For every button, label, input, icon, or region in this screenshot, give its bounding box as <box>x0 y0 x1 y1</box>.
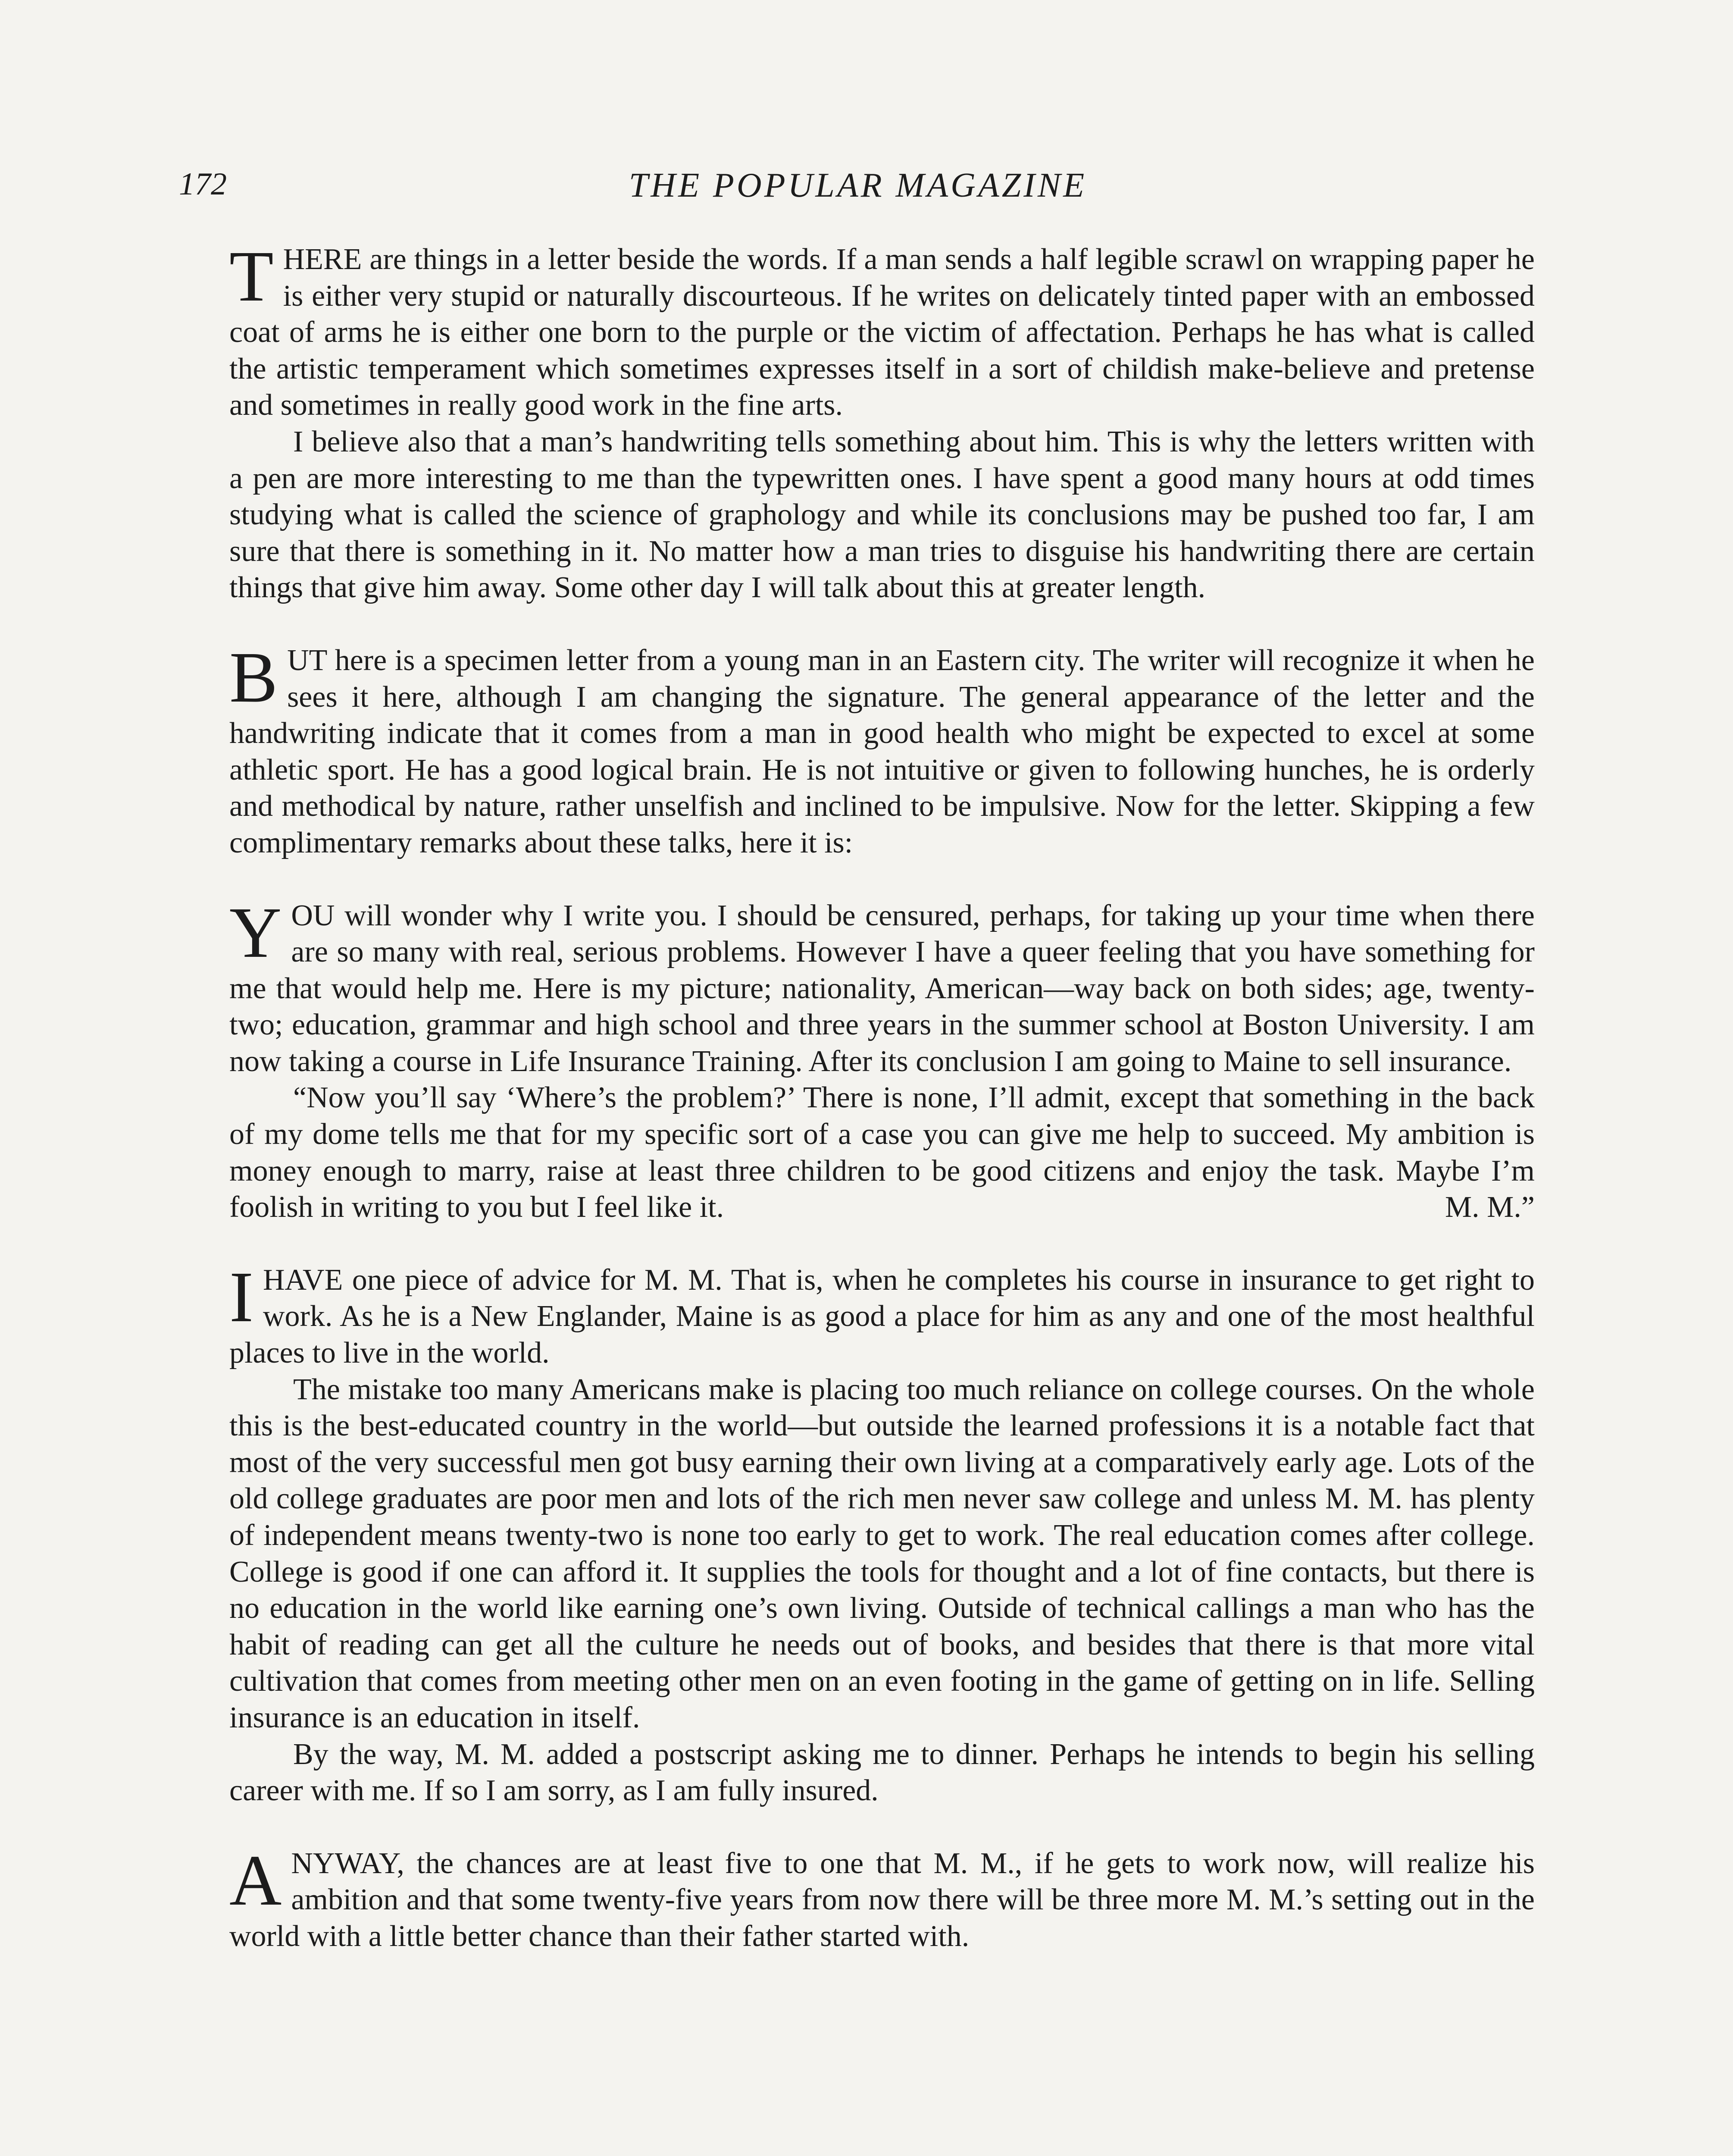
page-header <box>179 166 1537 218</box>
drop-cap: T <box>229 236 274 317</box>
article-body <box>229 236 1535 1991</box>
paragraph: IHAVE one piece of advice for M. M. That is, when he completes his course in insurance to get right to work. As he is a New Englander, Maine is as good a place for him as any and one of the most healthful places to live in the world. <box>229 1257 1535 1370</box>
section-letters <box>229 236 1535 606</box>
drop-cap: I <box>229 1257 253 1337</box>
paragraph: “Now you’ll say ‘Where’s the problem?’ There is none, I’ll admit, except that something in the back of my dome tells me that for my specific sort of a case you can give me help to succeed. My ambition is money enough to marry, raise at least three children to be good citizens and enjoy the task. Maybe I’m foolish in writing to you but I feel like it. M. M.” <box>229 1080 1535 1225</box>
paragraph: YOU will wonder why I write you. I should be censured, perhaps, for taking up your time when there are so many with real, serious problems. However I have a queer feeling that you have something for me that would help me. Here is my picture; nationality, American—way back on both sides; age, twenty-two; education, grammar and high school and three years in the summer school at Boston University. I am now taking a course in Life Insurance Training. After its conclusion I am going to Maine to sell insurance. <box>229 892 1535 1078</box>
running-title: THE POPULAR MAGAZINE <box>629 166 1087 204</box>
paragraph: THERE are things in a letter beside the words. If a man sends a half legible scrawl on wrapping paper he is either very stupid or naturally discourteous. If he writes on delicately tinted paper with an embossed coat of arms he is either one born to the purple or the victim of affectation. Perhaps he has what is called the artistic temperament which sometimes expresses itself in a sort of childish make-believe and pretense and sometimes in really good work in the fine arts. <box>229 236 1535 422</box>
section-quoted-letter <box>229 892 1535 1226</box>
section-advice <box>229 1257 1535 1809</box>
letter-signature: M. M.” <box>1445 1191 1535 1224</box>
page-number: 172 <box>179 166 227 202</box>
section-conclusion <box>229 1840 1535 1955</box>
section-specimen <box>229 637 1535 862</box>
paragraph: I believe also that a man’s handwriting tells something about him. This is why the letters written with a pen are more interesting to me than the typewritten ones. I have spent a good many hours at odd times studying what is called the science of graphology and while its conclusions may be pushed too far, I am sure that there is something in it. No matter how a man tries to disguise his handwriting there are certain things that give him away. Some other day I will talk about this at greater length. <box>229 425 1535 605</box>
paragraph: By the way, M. M. added a postscript asking me to dinner. Perhaps he intends to begin his selling career with me. If so I am sorry, as I am fully insured. <box>229 1737 1535 1808</box>
drop-cap: B <box>229 637 278 718</box>
drop-cap: A <box>229 1840 282 1921</box>
paragraph: ANYWAY, the chances are at least five to one that M. M., if he gets to work now, will realize his ambition and that some twenty-five years from now there will be three more M. M.’s setting out in the world with a little better chance than their father started with. <box>229 1840 1535 1953</box>
drop-cap: Y <box>229 892 282 973</box>
paragraph: BUT here is a specimen letter from a young man in an Eastern city. The writer will recognize it when he sees it here, although I am changing the signature. The general appearance of the letter and the handwriting indicate that it comes from a man in good health who might be expected to excel at some athletic sport. He has a good logical brain. He is not intuitive or given to following hunches, he is orderly and methodical by nature, rather unselfish and inclined to be impulsive. Now for the letter. Skipping a few complimentary remarks about these talks, here it is: <box>229 637 1535 859</box>
paragraph: The mistake too many Americans make is placing too much reliance on college courses. On the whole this is the best-educated country in the world—but outside the learned professions it is a notable fact that most of the very successful men got busy earning their own living at a comparatively early age. Lots of the old college graduates are poor men and lots of the rich men never saw college and unless M. M. has plenty of independent means twenty-two is none too early to get to work. The real education comes after college. College is good if one can afford it. It supplies the tools for thought and a lot of fine contacts, but there is no education in the world like earning one’s own living. Outside of technical callings a man who has the habit of reading can get all the culture he needs out of books, and besides that there is that more vital cultivation that comes from meeting other men on an even footing in the game of getting on in life. Selling insurance is an education in itself. <box>229 1373 1535 1734</box>
